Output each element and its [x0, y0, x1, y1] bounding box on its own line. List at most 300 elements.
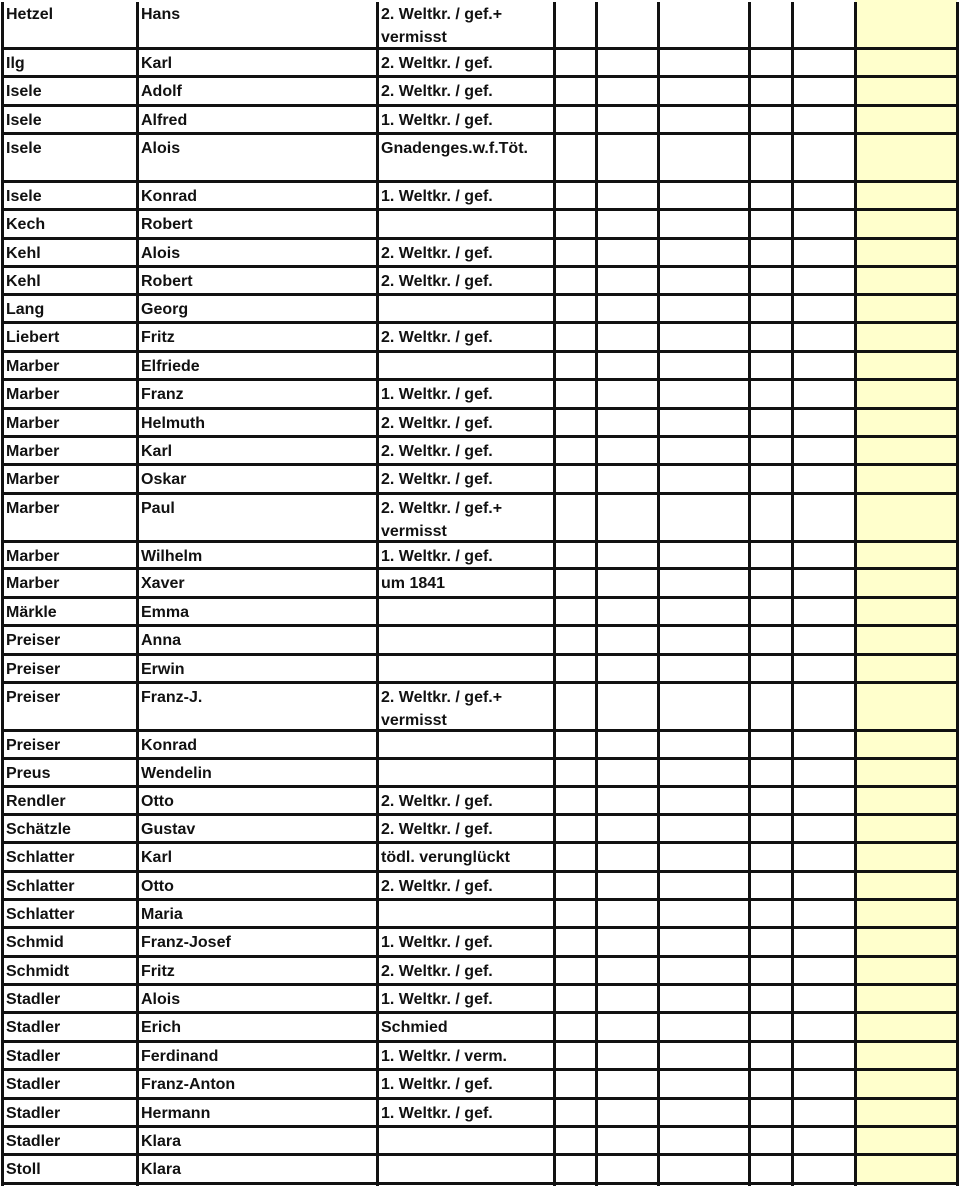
note-cell[interactable] — [377, 465, 554, 494]
empty-cell-5[interactable] — [792, 295, 855, 323]
empty-cell-3[interactable] — [658, 437, 749, 465]
empty-cell-2[interactable] — [596, 985, 658, 1013]
empty-cell-2[interactable] — [596, 380, 658, 409]
empty-cell-4[interactable] — [749, 1127, 792, 1155]
firstname-cell[interactable] — [137, 569, 377, 598]
empty-cell-1[interactable] — [554, 465, 596, 494]
empty-cell-2[interactable] — [596, 598, 658, 626]
highlight-cell[interactable] — [855, 569, 957, 598]
empty-cell-1[interactable] — [554, 380, 596, 409]
empty-cell-3[interactable] — [658, 77, 749, 106]
firstname-cell[interactable] — [137, 267, 377, 295]
empty-cell-4[interactable] — [749, 380, 792, 409]
empty-cell-4[interactable] — [749, 1155, 792, 1184]
note-cell[interactable] — [377, 437, 554, 465]
note-cell[interactable] — [377, 1013, 554, 1042]
empty-cell-5[interactable] — [792, 731, 855, 759]
empty-cell-2[interactable] — [596, 210, 658, 239]
highlight-cell[interactable] — [855, 1070, 957, 1099]
note-cell[interactable] — [377, 352, 554, 380]
firstname-cell[interactable] — [137, 683, 377, 731]
surname-cell[interactable] — [2, 683, 137, 731]
empty-cell-5[interactable] — [792, 0, 855, 49]
empty-cell-2[interactable] — [596, 465, 658, 494]
empty-cell-5[interactable] — [792, 437, 855, 465]
highlight-cell[interactable] — [855, 267, 957, 295]
empty-cell-4[interactable] — [749, 494, 792, 542]
note-cell[interactable] — [377, 542, 554, 569]
highlight-cell[interactable] — [855, 0, 957, 49]
empty-cell-5[interactable] — [792, 210, 855, 239]
empty-cell-1[interactable] — [554, 1070, 596, 1099]
firstname-cell[interactable] — [137, 409, 377, 437]
empty-cell-4[interactable] — [749, 985, 792, 1013]
empty-cell-4[interactable] — [749, 352, 792, 380]
firstname-cell[interactable] — [137, 49, 377, 77]
surname-cell[interactable] — [2, 1127, 137, 1155]
empty-cell-1[interactable] — [554, 1013, 596, 1042]
note-cell[interactable] — [377, 1155, 554, 1184]
empty-cell-1[interactable] — [554, 210, 596, 239]
empty-cell-1[interactable] — [554, 626, 596, 655]
empty-cell-4[interactable] — [749, 655, 792, 683]
surname-cell[interactable] — [2, 77, 137, 106]
surname-cell[interactable] — [2, 182, 137, 210]
surname-cell[interactable] — [2, 1155, 137, 1184]
empty-cell-3[interactable] — [658, 598, 749, 626]
surname-cell[interactable] — [2, 295, 137, 323]
highlight-cell[interactable] — [855, 1099, 957, 1127]
note-cell[interactable] — [377, 843, 554, 872]
empty-cell-3[interactable] — [658, 626, 749, 655]
empty-cell-5[interactable] — [792, 1127, 855, 1155]
note-cell[interactable] — [377, 380, 554, 409]
empty-cell-1[interactable] — [554, 437, 596, 465]
empty-cell-1[interactable] — [554, 77, 596, 106]
empty-cell-3[interactable] — [658, 928, 749, 957]
empty-cell-1[interactable] — [554, 409, 596, 437]
highlight-cell[interactable] — [855, 409, 957, 437]
firstname-cell[interactable] — [137, 182, 377, 210]
surname-cell[interactable] — [2, 465, 137, 494]
empty-cell-4[interactable] — [749, 928, 792, 957]
empty-cell-3[interactable] — [658, 0, 749, 49]
empty-cell-5[interactable] — [792, 134, 855, 182]
empty-cell-1[interactable] — [554, 957, 596, 985]
highlight-cell[interactable] — [855, 928, 957, 957]
highlight-cell[interactable] — [855, 380, 957, 409]
empty-cell-4[interactable] — [749, 569, 792, 598]
empty-cell-3[interactable] — [658, 843, 749, 872]
firstname-cell[interactable] — [137, 210, 377, 239]
empty-cell-3[interactable] — [658, 323, 749, 352]
note-cell[interactable] — [377, 267, 554, 295]
empty-cell-4[interactable] — [749, 295, 792, 323]
empty-cell-2[interactable] — [596, 437, 658, 465]
note-cell[interactable] — [377, 928, 554, 957]
empty-cell-1[interactable] — [554, 683, 596, 731]
note-cell[interactable] — [377, 0, 554, 49]
empty-cell-3[interactable] — [658, 267, 749, 295]
empty-cell-3[interactable] — [658, 409, 749, 437]
empty-cell-5[interactable] — [792, 1070, 855, 1099]
firstname-cell[interactable] — [137, 494, 377, 542]
note-cell[interactable] — [377, 655, 554, 683]
empty-cell-1[interactable] — [554, 542, 596, 569]
note-cell[interactable] — [377, 569, 554, 598]
firstname-cell[interactable] — [137, 352, 377, 380]
empty-cell-2[interactable] — [596, 1070, 658, 1099]
empty-cell-3[interactable] — [658, 1127, 749, 1155]
empty-cell-4[interactable] — [749, 1042, 792, 1070]
empty-cell-1[interactable] — [554, 655, 596, 683]
empty-cell-5[interactable] — [792, 569, 855, 598]
empty-cell-5[interactable] — [792, 380, 855, 409]
empty-cell-2[interactable] — [596, 239, 658, 267]
empty-cell-4[interactable] — [749, 134, 792, 182]
surname-cell[interactable] — [2, 985, 137, 1013]
empty-cell-2[interactable] — [596, 626, 658, 655]
empty-cell-5[interactable] — [792, 985, 855, 1013]
empty-cell-4[interactable] — [749, 210, 792, 239]
note-cell[interactable] — [377, 49, 554, 77]
firstname-cell[interactable] — [137, 1099, 377, 1127]
empty-cell-3[interactable] — [658, 1070, 749, 1099]
empty-cell-2[interactable] — [596, 843, 658, 872]
empty-cell-2[interactable] — [596, 900, 658, 928]
empty-cell-4[interactable] — [749, 1070, 792, 1099]
empty-cell-5[interactable] — [792, 957, 855, 985]
surname-cell[interactable] — [2, 1013, 137, 1042]
empty-cell-5[interactable] — [792, 49, 855, 77]
empty-cell-5[interactable] — [792, 182, 855, 210]
surname-cell[interactable] — [2, 323, 137, 352]
highlight-cell[interactable] — [855, 759, 957, 787]
empty-cell-2[interactable] — [596, 352, 658, 380]
surname-cell[interactable] — [2, 0, 137, 49]
empty-cell-3[interactable] — [658, 1042, 749, 1070]
empty-cell-5[interactable] — [792, 1099, 855, 1127]
surname-cell[interactable] — [2, 134, 137, 182]
surname-cell[interactable] — [2, 655, 137, 683]
firstname-cell[interactable] — [137, 1042, 377, 1070]
empty-cell-5[interactable] — [792, 106, 855, 134]
highlight-cell[interactable] — [855, 437, 957, 465]
empty-cell-1[interactable] — [554, 1099, 596, 1127]
empty-cell-3[interactable] — [658, 815, 749, 843]
empty-cell-4[interactable] — [749, 815, 792, 843]
empty-cell-3[interactable] — [658, 134, 749, 182]
firstname-cell[interactable] — [137, 957, 377, 985]
empty-cell-4[interactable] — [749, 787, 792, 815]
note-cell[interactable] — [377, 759, 554, 787]
empty-cell-4[interactable] — [749, 465, 792, 494]
highlight-cell[interactable] — [855, 985, 957, 1013]
firstname-cell[interactable] — [137, 437, 377, 465]
empty-cell-2[interactable] — [596, 787, 658, 815]
highlight-cell[interactable] — [855, 465, 957, 494]
empty-cell-5[interactable] — [792, 267, 855, 295]
firstname-cell[interactable] — [137, 134, 377, 182]
empty-cell-2[interactable] — [596, 542, 658, 569]
empty-cell-4[interactable] — [749, 683, 792, 731]
empty-cell-5[interactable] — [792, 1042, 855, 1070]
empty-cell-1[interactable] — [554, 323, 596, 352]
highlight-cell[interactable] — [855, 295, 957, 323]
empty-cell-5[interactable] — [792, 683, 855, 731]
empty-cell-4[interactable] — [749, 598, 792, 626]
firstname-cell[interactable] — [137, 1127, 377, 1155]
empty-cell-4[interactable] — [749, 182, 792, 210]
empty-cell-5[interactable] — [792, 1013, 855, 1042]
note-cell[interactable] — [377, 494, 554, 542]
empty-cell-3[interactable] — [658, 1099, 749, 1127]
firstname-cell[interactable] — [137, 542, 377, 569]
firstname-cell[interactable] — [137, 1013, 377, 1042]
highlight-cell[interactable] — [855, 239, 957, 267]
highlight-cell[interactable] — [855, 323, 957, 352]
firstname-cell[interactable] — [137, 465, 377, 494]
empty-cell-2[interactable] — [596, 0, 658, 49]
empty-cell-4[interactable] — [749, 77, 792, 106]
empty-cell-5[interactable] — [792, 77, 855, 106]
empty-cell-3[interactable] — [658, 787, 749, 815]
empty-cell-4[interactable] — [749, 731, 792, 759]
note-cell[interactable] — [377, 957, 554, 985]
empty-cell-1[interactable] — [554, 1042, 596, 1070]
empty-cell-2[interactable] — [596, 731, 658, 759]
empty-cell-2[interactable] — [596, 569, 658, 598]
empty-cell-2[interactable] — [596, 494, 658, 542]
firstname-cell[interactable] — [137, 1155, 377, 1184]
empty-cell-5[interactable] — [792, 542, 855, 569]
empty-cell-1[interactable] — [554, 928, 596, 957]
empty-cell-1[interactable] — [554, 1127, 596, 1155]
firstname-cell[interactable] — [137, 77, 377, 106]
surname-cell[interactable] — [2, 957, 137, 985]
empty-cell-2[interactable] — [596, 655, 658, 683]
note-cell[interactable] — [377, 77, 554, 106]
firstname-cell[interactable] — [137, 928, 377, 957]
empty-cell-4[interactable] — [749, 626, 792, 655]
empty-cell-3[interactable] — [658, 985, 749, 1013]
empty-cell-3[interactable] — [658, 957, 749, 985]
empty-cell-2[interactable] — [596, 323, 658, 352]
empty-cell-3[interactable] — [658, 1155, 749, 1184]
empty-cell-5[interactable] — [792, 465, 855, 494]
empty-cell-2[interactable] — [596, 815, 658, 843]
empty-cell-4[interactable] — [749, 267, 792, 295]
highlight-cell[interactable] — [855, 900, 957, 928]
note-cell[interactable] — [377, 985, 554, 1013]
note-cell[interactable] — [377, 1070, 554, 1099]
empty-cell-5[interactable] — [792, 843, 855, 872]
note-cell[interactable] — [377, 626, 554, 655]
empty-cell-3[interactable] — [658, 239, 749, 267]
empty-cell-5[interactable] — [792, 494, 855, 542]
empty-cell-3[interactable] — [658, 380, 749, 409]
surname-cell[interactable] — [2, 569, 137, 598]
empty-cell-4[interactable] — [749, 1099, 792, 1127]
empty-cell-1[interactable] — [554, 106, 596, 134]
note-cell[interactable] — [377, 787, 554, 815]
note-cell[interactable] — [377, 731, 554, 759]
highlight-cell[interactable] — [855, 1127, 957, 1155]
empty-cell-1[interactable] — [554, 134, 596, 182]
surname-cell[interactable] — [2, 900, 137, 928]
highlight-cell[interactable] — [855, 872, 957, 900]
empty-cell-4[interactable] — [749, 437, 792, 465]
empty-cell-3[interactable] — [658, 683, 749, 731]
surname-cell[interactable] — [2, 872, 137, 900]
empty-cell-5[interactable] — [792, 409, 855, 437]
firstname-cell[interactable] — [137, 239, 377, 267]
surname-cell[interactable] — [2, 1099, 137, 1127]
empty-cell-5[interactable] — [792, 598, 855, 626]
highlight-cell[interactable] — [855, 683, 957, 731]
note-cell[interactable] — [377, 683, 554, 731]
highlight-cell[interactable] — [855, 134, 957, 182]
empty-cell-3[interactable] — [658, 731, 749, 759]
empty-cell-1[interactable] — [554, 985, 596, 1013]
empty-cell-2[interactable] — [596, 267, 658, 295]
firstname-cell[interactable] — [137, 0, 377, 49]
surname-cell[interactable] — [2, 626, 137, 655]
note-cell[interactable] — [377, 210, 554, 239]
empty-cell-4[interactable] — [749, 957, 792, 985]
empty-cell-3[interactable] — [658, 465, 749, 494]
empty-cell-3[interactable] — [658, 295, 749, 323]
empty-cell-4[interactable] — [749, 542, 792, 569]
firstname-cell[interactable] — [137, 380, 377, 409]
surname-cell[interactable] — [2, 380, 137, 409]
firstname-cell[interactable] — [137, 323, 377, 352]
empty-cell-3[interactable] — [658, 210, 749, 239]
empty-cell-3[interactable] — [658, 352, 749, 380]
surname-cell[interactable] — [2, 815, 137, 843]
firstname-cell[interactable] — [137, 655, 377, 683]
empty-cell-1[interactable] — [554, 352, 596, 380]
empty-cell-1[interactable] — [554, 267, 596, 295]
empty-cell-3[interactable] — [658, 106, 749, 134]
surname-cell[interactable] — [2, 542, 137, 569]
empty-cell-2[interactable] — [596, 1155, 658, 1184]
empty-cell-1[interactable] — [554, 494, 596, 542]
highlight-cell[interactable] — [855, 1013, 957, 1042]
empty-cell-3[interactable] — [658, 655, 749, 683]
empty-cell-1[interactable] — [554, 900, 596, 928]
empty-cell-5[interactable] — [792, 1155, 855, 1184]
empty-cell-2[interactable] — [596, 409, 658, 437]
empty-cell-2[interactable] — [596, 106, 658, 134]
empty-cell-5[interactable] — [792, 323, 855, 352]
empty-cell-1[interactable] — [554, 1155, 596, 1184]
empty-cell-5[interactable] — [792, 787, 855, 815]
empty-cell-2[interactable] — [596, 295, 658, 323]
empty-cell-4[interactable] — [749, 759, 792, 787]
empty-cell-5[interactable] — [792, 872, 855, 900]
note-cell[interactable] — [377, 239, 554, 267]
highlight-cell[interactable] — [855, 626, 957, 655]
highlight-cell[interactable] — [855, 49, 957, 77]
highlight-cell[interactable] — [855, 598, 957, 626]
empty-cell-4[interactable] — [749, 239, 792, 267]
highlight-cell[interactable] — [855, 731, 957, 759]
empty-cell-2[interactable] — [596, 759, 658, 787]
highlight-cell[interactable] — [855, 77, 957, 106]
empty-cell-2[interactable] — [596, 49, 658, 77]
empty-cell-2[interactable] — [596, 872, 658, 900]
empty-cell-1[interactable] — [554, 569, 596, 598]
empty-cell-1[interactable] — [554, 182, 596, 210]
highlight-cell[interactable] — [855, 957, 957, 985]
surname-cell[interactable] — [2, 409, 137, 437]
empty-cell-1[interactable] — [554, 759, 596, 787]
empty-cell-1[interactable] — [554, 731, 596, 759]
highlight-cell[interactable] — [855, 210, 957, 239]
note-cell[interactable] — [377, 106, 554, 134]
empty-cell-2[interactable] — [596, 1099, 658, 1127]
note-cell[interactable] — [377, 872, 554, 900]
empty-cell-1[interactable] — [554, 598, 596, 626]
surname-cell[interactable] — [2, 106, 137, 134]
empty-cell-5[interactable] — [792, 900, 855, 928]
empty-cell-5[interactable] — [792, 759, 855, 787]
surname-cell[interactable] — [2, 437, 137, 465]
empty-cell-5[interactable] — [792, 928, 855, 957]
note-cell[interactable] — [377, 1127, 554, 1155]
note-cell[interactable] — [377, 182, 554, 210]
empty-cell-5[interactable] — [792, 352, 855, 380]
empty-cell-1[interactable] — [554, 872, 596, 900]
note-cell[interactable] — [377, 323, 554, 352]
empty-cell-1[interactable] — [554, 815, 596, 843]
note-cell[interactable] — [377, 900, 554, 928]
empty-cell-2[interactable] — [596, 683, 658, 731]
empty-cell-1[interactable] — [554, 239, 596, 267]
firstname-cell[interactable] — [137, 731, 377, 759]
empty-cell-1[interactable] — [554, 49, 596, 77]
highlight-cell[interactable] — [855, 815, 957, 843]
empty-cell-2[interactable] — [596, 1042, 658, 1070]
note-cell[interactable] — [377, 295, 554, 323]
surname-cell[interactable] — [2, 759, 137, 787]
empty-cell-4[interactable] — [749, 843, 792, 872]
firstname-cell[interactable] — [137, 1070, 377, 1099]
surname-cell[interactable] — [2, 843, 137, 872]
surname-cell[interactable] — [2, 1042, 137, 1070]
highlight-cell[interactable] — [855, 182, 957, 210]
surname-cell[interactable] — [2, 494, 137, 542]
empty-cell-2[interactable] — [596, 77, 658, 106]
empty-cell-4[interactable] — [749, 323, 792, 352]
firstname-cell[interactable] — [137, 815, 377, 843]
highlight-cell[interactable] — [855, 1155, 957, 1184]
firstname-cell[interactable] — [137, 598, 377, 626]
highlight-cell[interactable] — [855, 352, 957, 380]
note-cell[interactable] — [377, 1042, 554, 1070]
empty-cell-2[interactable] — [596, 1013, 658, 1042]
note-cell[interactable] — [377, 815, 554, 843]
highlight-cell[interactable] — [855, 494, 957, 542]
empty-cell-2[interactable] — [596, 1127, 658, 1155]
firstname-cell[interactable] — [137, 843, 377, 872]
empty-cell-3[interactable] — [658, 542, 749, 569]
highlight-cell[interactable] — [855, 843, 957, 872]
empty-cell-2[interactable] — [596, 957, 658, 985]
empty-cell-3[interactable] — [658, 900, 749, 928]
empty-cell-2[interactable] — [596, 928, 658, 957]
